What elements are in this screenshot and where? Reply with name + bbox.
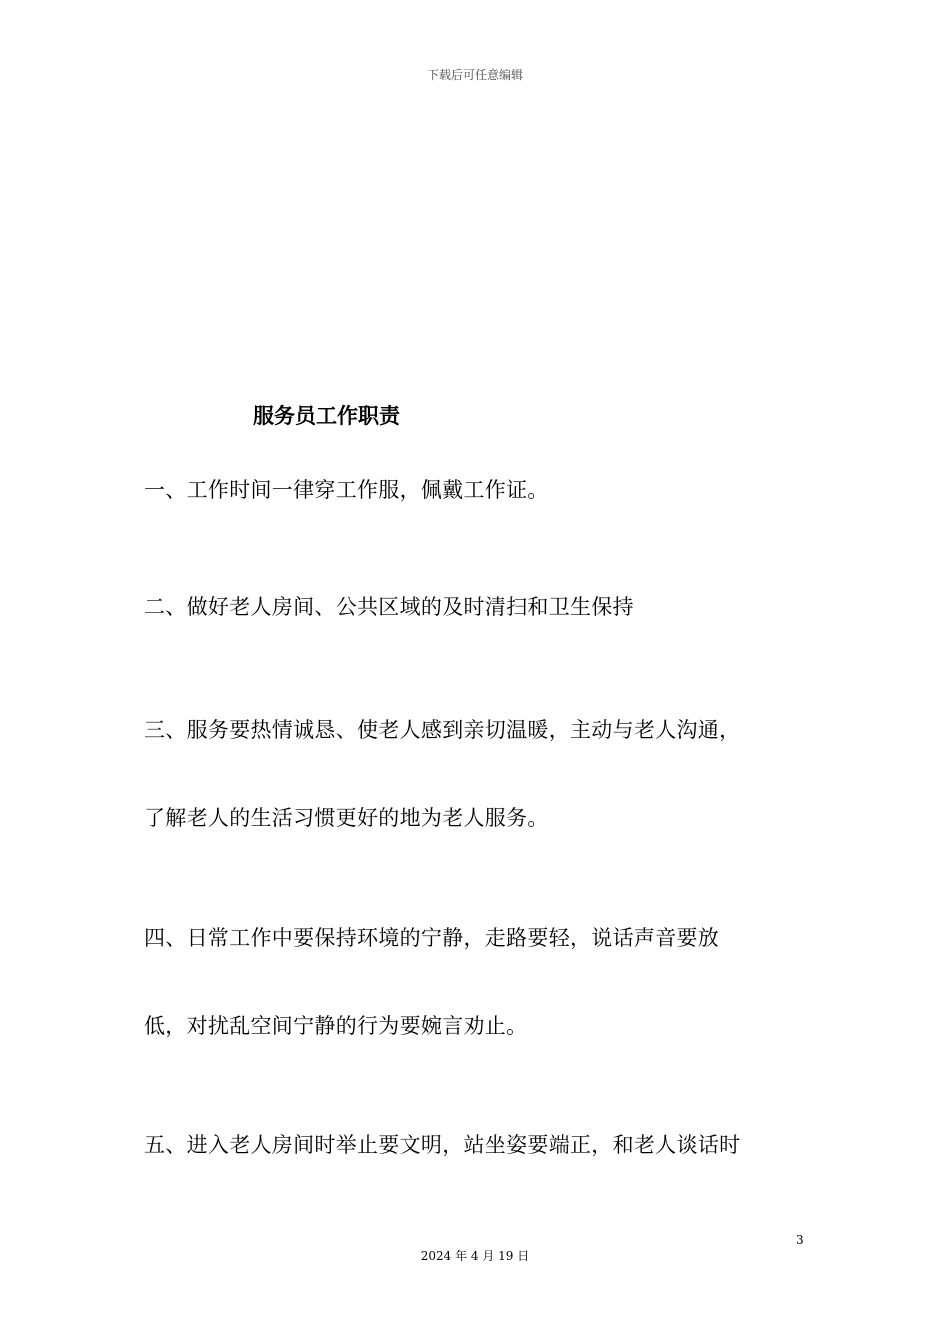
paragraph-line-1: 一、工作时间一律穿工作服，佩戴工作证。 — [144, 478, 549, 502]
page-header: 下载后可任意编辑 — [426, 68, 523, 82]
paragraph-line-5: 四、日常工作中要保持环境的宁静，走路要轻，说话声音要放 — [144, 926, 720, 950]
paragraph-line-3: 三、服务要热情诚恳、使老人感到亲切温暖，主动与老人沟通， — [144, 718, 741, 742]
document-title: 服务员工作职责 — [253, 404, 400, 428]
paragraph-line-2: 二、做好老人房间、公共区域的及时清扫和卫生保持 — [144, 595, 634, 619]
footer-date: 2024 年 4 月 19 日 — [420, 1249, 530, 1263]
paragraph-line-7: 五、进入老人房间时举止要文明，站坐姿要端正，和老人谈话时 — [144, 1133, 741, 1157]
paragraph-line-6: 低，对扰乱空间宁静的行为要婉言劝止。 — [144, 1014, 528, 1038]
paragraph-line-4: 了解老人的生活习惯更好的地为老人服务。 — [144, 806, 549, 830]
page-number: 3 — [796, 1233, 804, 1247]
